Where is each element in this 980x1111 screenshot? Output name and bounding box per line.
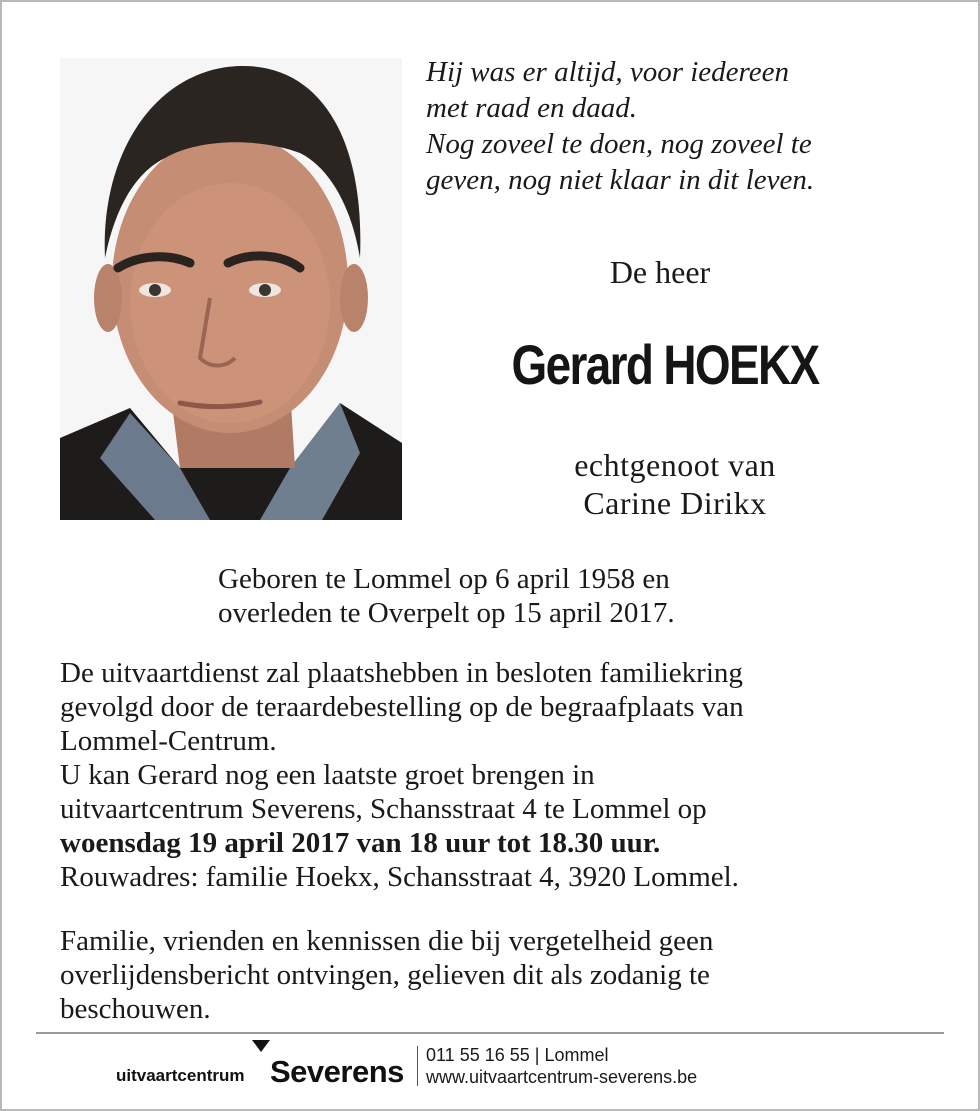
- dates-line: Geboren te Lommel op 6 april 1958 en: [218, 563, 670, 595]
- closing-line: beschouwen.: [60, 993, 211, 1025]
- closing-line: overlijdensbericht ontvingen, gelieven dit als zodanig te: [60, 959, 710, 991]
- footer-divider: [36, 1032, 944, 1034]
- poem-line: met raad en daad.: [426, 92, 638, 124]
- logo-wordmark: Severens: [270, 1054, 404, 1089]
- memorial-poem: [426, 54, 946, 198]
- triangle-icon: [252, 1040, 270, 1052]
- funeral-home-logo: [116, 1040, 412, 1090]
- spouse-name: Carine Dirikx: [583, 485, 767, 521]
- closing-note: [60, 924, 940, 1026]
- spouse-block: [430, 446, 920, 522]
- mourning-address: Rouwadres: familie Hoekx, Schansstraat 4, 3920 Lommel.: [60, 861, 739, 893]
- deceased-name: Gerard HOEKX: [511, 333, 819, 396]
- honorific: De heer: [609, 254, 711, 290]
- announcement-line: De uitvaartdienst zal plaatshebben in besloten familiekring: [60, 657, 743, 689]
- announcement-line: Lommel-Centrum.: [60, 725, 277, 757]
- dates-line: overleden te Overpelt op 15 april 2017.: [218, 597, 675, 629]
- phone-line: 011 55 16 55 | Lommel: [426, 1045, 609, 1065]
- announcement-line: uitvaartcentrum Severens, Schansstraat 4 te Lommel op: [60, 793, 707, 825]
- visitation-time: woensdag 19 april 2017 van 18 uur tot 18.30 uur.: [60, 827, 661, 859]
- logo-subtitle: uitvaartcentrum: [116, 1066, 245, 1085]
- announcement-line: U kan Gerard nog een laatste groet brengen in: [60, 759, 595, 791]
- announcement-line: gevolgd door de teraardebestelling op de begraafplaats van: [60, 691, 744, 723]
- footer-separator: [417, 1046, 418, 1086]
- relation-label: echtgenoot van: [574, 447, 776, 483]
- website-link[interactable]: www.uitvaartcentrum-severens.be: [426, 1067, 698, 1087]
- poem-line: geven, nog niet klaar in dit leven.: [426, 164, 815, 196]
- funeral-announcement: [60, 656, 940, 894]
- poem-line: Hij was er altijd, voor iedereen: [426, 56, 789, 88]
- poem-line: Nog zoveel te doen, nog zoveel te: [426, 128, 812, 160]
- portrait-photo: [60, 58, 402, 520]
- closing-line: Familie, vrienden en kennissen die bij vergetelheid geen: [60, 925, 714, 957]
- birth-death-dates: [218, 562, 858, 630]
- contact-info: [426, 1044, 697, 1088]
